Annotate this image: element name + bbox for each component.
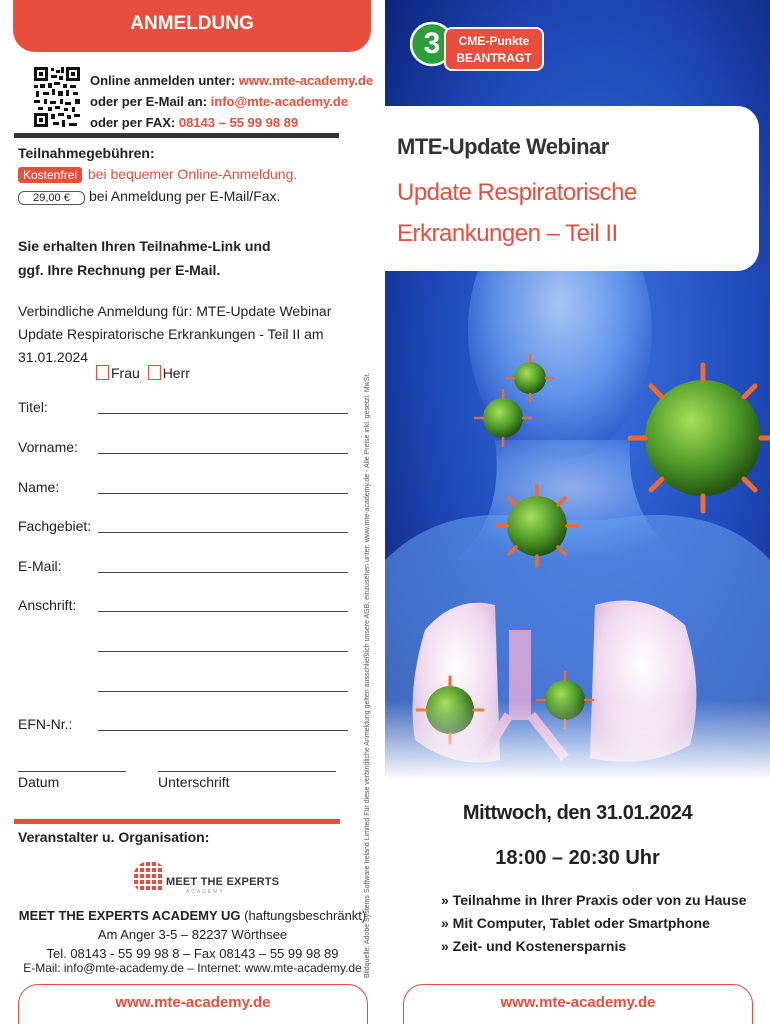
- free-badge: Kostenfrei: [18, 167, 82, 183]
- online-line: [90, 70, 373, 91]
- logo-text: MEET THE EXPERTS: [166, 876, 280, 888]
- link-info: [18, 234, 271, 282]
- email-link[interactable]: info@mte-academy.de: [210, 94, 349, 109]
- logo-subtext: ACADEMY: [186, 889, 225, 895]
- left-url-button[interactable]: www.mte-academy.de: [18, 984, 368, 1024]
- cme-status-label: BEANTRAGT: [456, 51, 532, 65]
- herr-label: Herr: [162, 365, 190, 381]
- signature-label: Unterschrift: [158, 774, 230, 790]
- date-label: Datum: [18, 774, 60, 790]
- street-line: Am Anger 3-5 – 82237 Wörthsee: [97, 927, 288, 942]
- vertical-disclaimer: Bildquelle: Adobe Systems Software Ireland Limited Für diese verbindliche Anmeldung gelten ausschließlich unsere AGB, einzusehen unter: www.mte-academy.de - Alle Preise inkl. gesetzl. MwSt.: [364, 372, 371, 978]
- event-panel: [385, 0, 770, 1024]
- divider-bottom: [14, 819, 340, 824]
- company-name: MEET THE EXPERTS ACADEMY UG: [18, 908, 241, 923]
- organizer-title: Veranstalter u. Organisation:: [18, 829, 210, 845]
- online-link[interactable]: www.mte-academy.de: [238, 73, 374, 88]
- first-name-label: Vorname:: [18, 439, 78, 455]
- herr-checkbox[interactable]: [148, 365, 161, 380]
- fees-title: Teilnahmegebühren:: [18, 145, 155, 161]
- salutation-group: [96, 365, 190, 381]
- frau-checkbox[interactable]: [96, 365, 109, 380]
- price-text: bei Anmeldung per E-Mail/Fax.: [89, 188, 281, 204]
- event-subtitle-line1: Update Respiratorische: [397, 179, 637, 206]
- list-item: » Zeit- und Kostenersparnis: [441, 938, 627, 954]
- binding-line2: Update Respiratorische Erkrankungen - Teil II am 31.01.2024: [18, 326, 324, 365]
- list-item: » Teilnahme in Ihrer Praxis oder von zu Hause: [441, 892, 747, 908]
- fax-label: oder per FAX:: [90, 115, 179, 130]
- title-label: Titel:: [18, 399, 48, 415]
- organizer-address: [0, 906, 385, 963]
- event-date: Mittwoch, den 31.01.2024: [462, 802, 693, 824]
- binding-registration: [18, 300, 385, 369]
- link-info-line1: Sie erhalten Ihren Teilnahme-Link und: [18, 238, 271, 254]
- address-field-1[interactable]: [98, 611, 348, 612]
- specialty-label: Fachgebiet:: [18, 518, 92, 534]
- free-text: bei bequemer Online-Anmeldung.: [84, 166, 298, 182]
- event-subtitle-line2: Erkrankungen – Teil II: [397, 220, 618, 247]
- name-field[interactable]: [98, 493, 348, 494]
- divider-top: [14, 133, 339, 138]
- event-time: 18:00 – 20:30 Uhr: [495, 847, 660, 869]
- frau-label: Frau: [111, 365, 140, 381]
- fax-number: 08143 – 55 99 98 89: [178, 115, 299, 130]
- event-title: MTE-Update Webinar: [397, 134, 609, 159]
- name-label: Name:: [18, 479, 60, 495]
- online-label: Online anmelden unter:: [90, 73, 239, 88]
- registration-header: ANMELDUNG: [13, 0, 371, 52]
- first-name-field[interactable]: [98, 453, 348, 454]
- contact-info: [90, 70, 373, 133]
- phone-line: Tel. 08143 - 55 99 98 8 – Fax 08143 – 55 99 98 89: [46, 946, 339, 961]
- address-field-2[interactable]: [98, 651, 348, 652]
- fee-free-row: [18, 166, 297, 183]
- date-field[interactable]: [18, 771, 126, 772]
- signature-field[interactable]: [158, 771, 336, 772]
- email-label: oder per E-Mail an:: [90, 94, 211, 109]
- list-item: » Mit Computer, Tablet oder Smartphone: [441, 915, 710, 931]
- cme-points-number: 3: [423, 27, 441, 60]
- price-badge: 29,00 €: [18, 191, 85, 205]
- efn-field[interactable]: [98, 730, 348, 731]
- address-field-3[interactable]: [98, 691, 348, 692]
- fee-price-row: [18, 188, 280, 205]
- email-line: [90, 91, 373, 112]
- efn-label: EFN-Nr.:: [18, 716, 73, 732]
- cme-points-pill: [444, 27, 544, 71]
- qr-code-icon[interactable]: [34, 67, 80, 127]
- organizer-contact-line: E-Mail: info@mte-academy.de – Internet: www.mte-academy.de: [23, 961, 362, 975]
- email-field-label: E-Mail:: [18, 558, 62, 574]
- fax-line: [90, 112, 373, 133]
- cme-points-label: CME-Punkte: [458, 34, 530, 48]
- binding-line1: Verbindliche Anmeldung für: MTE-Update Webinar: [18, 303, 332, 319]
- event-subtitle: [397, 172, 637, 254]
- event-benefits-list: [441, 889, 747, 958]
- right-url-button[interactable]: www.mte-academy.de: [403, 984, 753, 1024]
- email-field[interactable]: [98, 572, 348, 573]
- address-label: Anschrift:: [18, 597, 77, 613]
- specialty-field[interactable]: [98, 532, 348, 533]
- company-suffix: (haftungsbeschränkt): [240, 908, 367, 923]
- title-field[interactable]: [98, 413, 348, 414]
- link-info-line2: ggf. Ihre Rechnung per E-Mail.: [18, 262, 221, 278]
- company-line: [0, 906, 385, 925]
